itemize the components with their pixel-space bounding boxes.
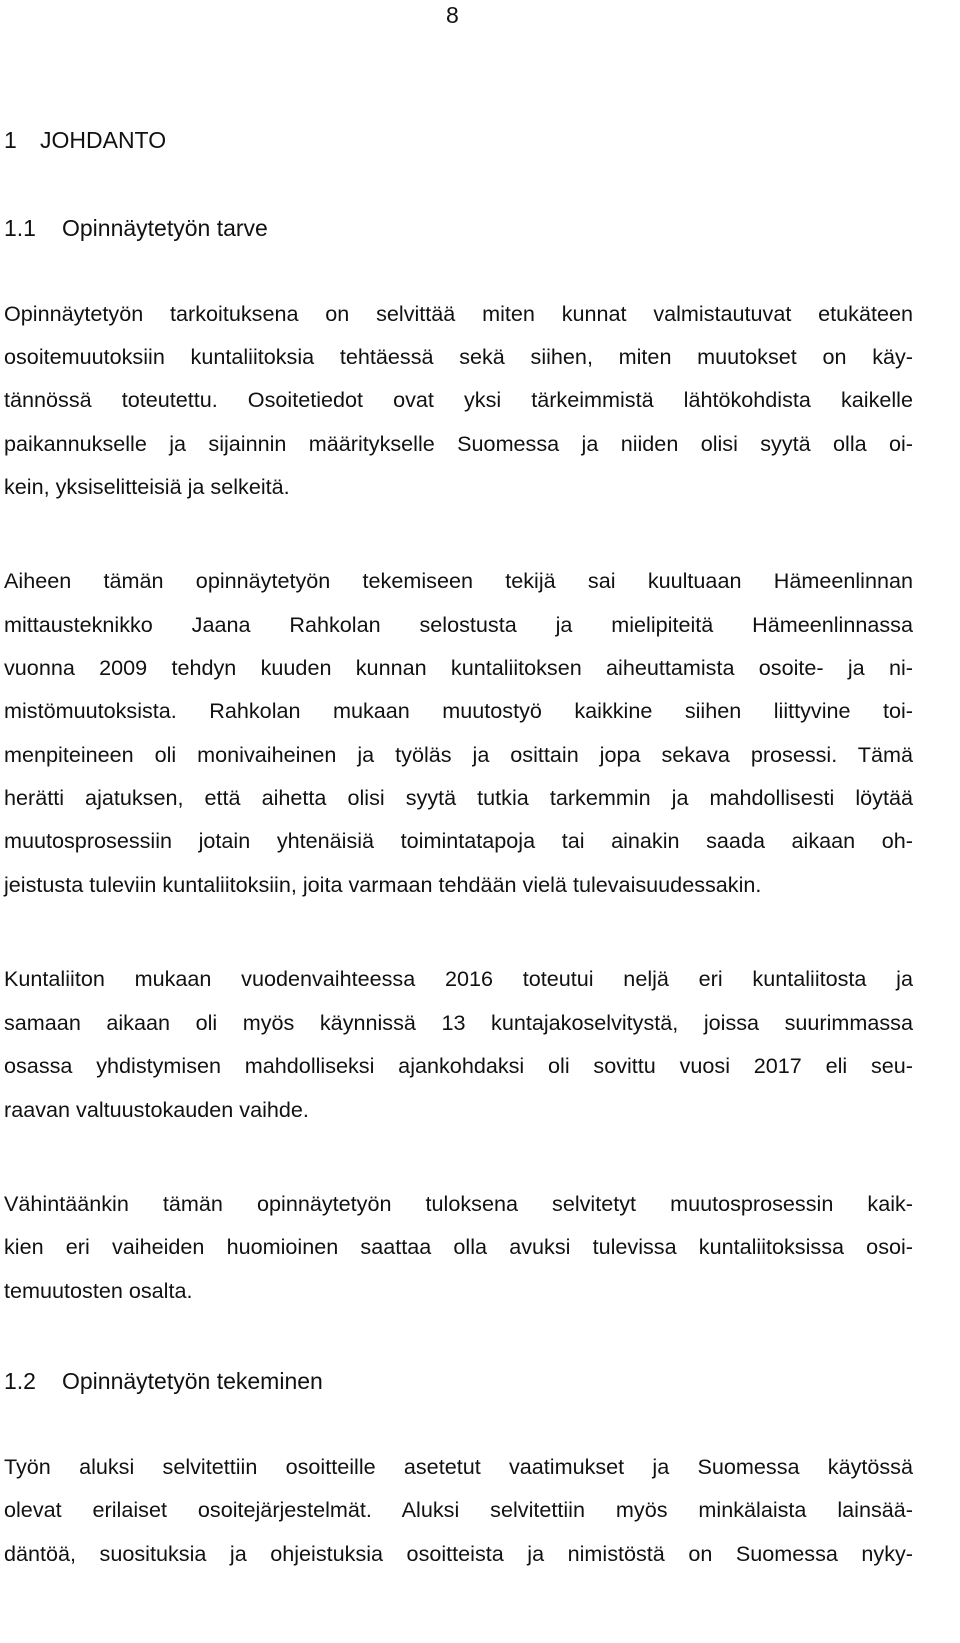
text-line: Työn aluksi selvitettiin osoitteille asetetut vaatimukset ja Suomessa käytössä [4, 1454, 913, 1479]
section-title: Opinnäytetyön tarve [62, 215, 268, 241]
text-line: tännössä toteutettu. Osoitetiedot ovat yksi tärkeimmistä lähtökohdista kaikelle [4, 387, 913, 412]
text-line: mittausteknikko Jaana Rahkolan selostusta ja mielipiteitä Hämeenlinnassa [4, 612, 913, 637]
text-line: Kuntaliiton mukaan vuodenvaihteessa 2016 toteutui neljä eri kuntaliitosta ja [4, 966, 913, 991]
text-line: samaan aikaan oli myös käynnissä 13 kuntajakoselvitystä, joissa suurimmassa [4, 1010, 913, 1035]
text-line: däntöä, suosituksia ja ohjeistuksia osoitteista ja nimistöstä on Suomessa nyky- [4, 1541, 913, 1566]
page-number: 8 [446, 2, 459, 28]
text-line: olevat erilaiset osoitejärjestelmät. Aluksi selvitettiin myös minkälaista lainsää- [4, 1497, 913, 1522]
text-line: temuutosten osalta. [4, 1278, 193, 1303]
text-line: Opinnäytetyön tarkoituksena on selvittää miten kunnat valmistautuvat etukäteen [4, 301, 913, 326]
section-heading [4, 215, 268, 242]
section-number: 1.1 [4, 215, 36, 241]
text-line: Vähintäänkin tämän opinnäytetyön tuloksena selvitetyt muutosprosessin kaik- [4, 1191, 913, 1216]
text-line: osoitemuutoksiin kuntaliitoksia tehtäessä sekä siihen, miten muutokset on käy- [4, 344, 913, 369]
text-line: kien eri vaiheiden huomioinen saattaa olla avuksi tulevissa kuntaliitoksissa osoi- [4, 1234, 913, 1259]
text-line: Aiheen tämän opinnäytetyön tekemiseen tekijä sai kuultuaan Hämeenlinnan [4, 568, 913, 593]
text-line: vuonna 2009 tehdyn kuuden kunnan kuntaliitoksen aiheuttamista osoite- ja ni- [4, 655, 913, 680]
text-line: kein, yksiselitteisiä ja selkeitä. [4, 474, 290, 499]
section-heading [4, 1368, 323, 1395]
text-line: muutosprosessiin jotain yhtenäisiä toimintatapoja tai ainakin saada aikaan oh- [4, 828, 913, 853]
text-line: jeistusta tuleviin kuntaliitoksiin, joita varmaan tehdään vielä tulevaisuudessakin. [4, 872, 762, 897]
text-line: herätti ajatuksen, että aihetta olisi syytä tutkia tarkemmin ja mahdollisesti löytää [4, 785, 913, 810]
text-line: raavan valtuustokauden vaihde. [4, 1097, 309, 1122]
text-line: osassa yhdistymisen mahdolliseksi ajankohdaksi oli sovittu vuosi 2017 eli seu- [4, 1053, 913, 1078]
chapter-title: JOHDANTO [40, 127, 167, 153]
text-line: mistömuutoksista. Rahkolan mukaan muutostyö kaikkine siihen liittyvine toi- [4, 698, 913, 723]
chapter-heading [4, 127, 166, 154]
section-title: Opinnäytetyön tekeminen [62, 1368, 323, 1394]
section-number: 1.2 [4, 1368, 36, 1394]
text-line: menpiteineen oli monivaiheinen ja työläs ja osittain jopa sekava prosessi. Tämä [4, 742, 913, 767]
chapter-number: 1 [4, 127, 17, 153]
text-line: paikannukselle ja sijainnin määritykselle Suomessa ja niiden olisi syytä olla oi- [4, 431, 913, 456]
